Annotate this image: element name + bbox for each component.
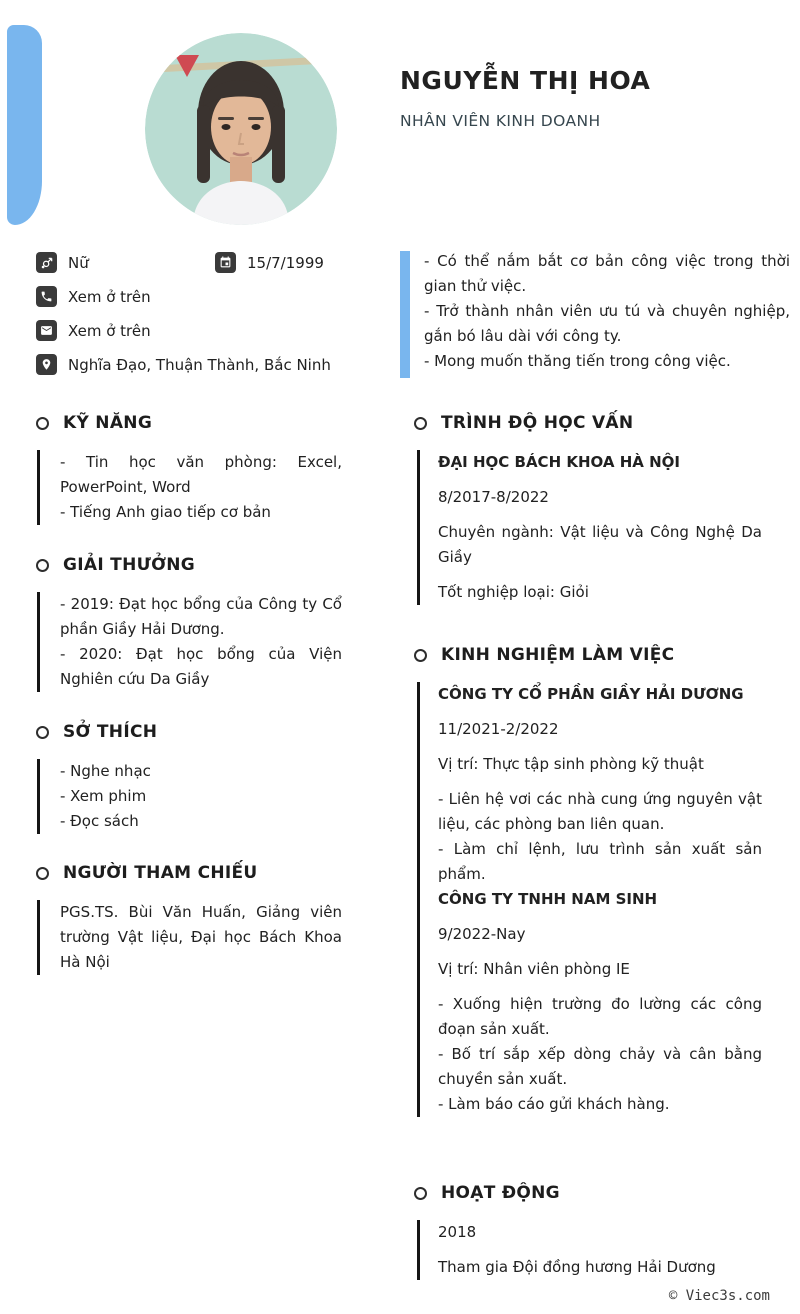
career-objective — [424, 249, 790, 374]
section-title: SỞ THÍCH — [63, 722, 158, 742]
objective-line: - Mong muốn thăng tiến trong công việc. — [424, 352, 731, 370]
contact-info — [36, 252, 388, 388]
job-duty: - Xuống hiện trường đo lường các công đoạn sản xuất. — [438, 995, 762, 1038]
ring-icon — [36, 559, 49, 572]
education-major: Chuyên ngành: Vật liệu và Công Nghệ Da Giầy — [438, 523, 762, 566]
section-title: GIẢI THƯỞNG — [63, 555, 196, 575]
section-references-body — [37, 900, 342, 975]
contact-row-gender-birthdate — [36, 252, 388, 273]
section-hobbies-header — [32, 719, 342, 745]
contact-row-email — [36, 320, 388, 341]
award-item: - 2020: Đạt học bổng của Viện Nghiên cứu Da Giầy — [60, 645, 342, 688]
birthdate-value: 15/7/1999 — [247, 253, 324, 272]
section-title: HOẠT ĐỘNG — [441, 1183, 560, 1203]
section-education-header — [410, 410, 762, 436]
hobby-item: - Nghe nhạc — [60, 762, 151, 780]
section-activities-header — [410, 1180, 762, 1206]
reference-item: PGS.TS. Bùi Văn Huấn, Giảng viên trường Vật liệu, Đại học Bách Khoa Hà Nội — [60, 903, 342, 971]
contact-row-address — [36, 354, 388, 375]
section-skills-header — [32, 410, 342, 436]
education-grade: Tốt nghiệp loại: Giỏi — [438, 583, 589, 601]
section-title: NGƯỜI THAM CHIẾU — [63, 863, 258, 883]
profile-photo — [145, 33, 337, 225]
section-education — [410, 410, 762, 605]
activity-detail: Tham gia Đội đồng hương Hải Dương — [438, 1258, 716, 1276]
section-title: KINH NGHIỆM LÀM VIỆC — [441, 645, 675, 665]
section-hobbies — [32, 719, 342, 834]
section-skills — [32, 410, 342, 525]
education-period: 8/2017-8/2022 — [438, 488, 549, 506]
ring-icon — [36, 867, 49, 880]
section-experience-body — [417, 682, 762, 1117]
job-duty: - Làm báo cáo gửi khách hàng. — [438, 1095, 670, 1113]
phone-value: Xem ở trên — [68, 287, 151, 306]
school-name: ĐẠI HỌC BÁCH KHOA HÀ NỘI — [438, 453, 680, 471]
section-education-body — [417, 450, 762, 605]
company-name: CÔNG TY TNHH NAM SINH — [438, 890, 658, 908]
section-title: KỸ NĂNG — [63, 413, 153, 433]
ring-icon — [36, 726, 49, 739]
section-references-header — [32, 860, 342, 886]
award-item: - 2019: Đạt học bổng của Công ty Cổ phần Giầy Hải Dương. — [60, 595, 342, 638]
ring-icon — [414, 649, 427, 662]
objective-accent-bar — [400, 251, 410, 378]
hobby-item: - Xem phim — [60, 787, 147, 805]
ring-icon — [414, 1187, 427, 1200]
phone-icon — [36, 286, 57, 307]
ring-icon — [36, 417, 49, 430]
job-title: NHÂN VIÊN KINH DOANH — [400, 112, 601, 130]
section-awards-header — [32, 552, 342, 578]
skill-item: - Tin học văn phòng: Excel, PowerPoint, Word — [60, 453, 342, 496]
section-awards-body — [37, 592, 342, 692]
email-value: Xem ở trên — [68, 321, 151, 340]
address-value: Nghĩa Đạo, Thuận Thành, Bắc Ninh — [68, 355, 331, 374]
job-duty: - Bố trí sắp xếp dòng chảy và cân bằng chuyền sản xuất. — [438, 1045, 762, 1088]
section-hobbies-body — [37, 759, 342, 834]
gender-value: Nữ — [68, 253, 89, 272]
contact-row-phone — [36, 286, 388, 307]
section-title: TRÌNH ĐỘ HỌC VẤN — [441, 413, 634, 433]
section-awards — [32, 552, 342, 692]
company-name: CÔNG TY CỔ PHẦN GIẦY HẢI DƯƠNG — [438, 685, 744, 703]
footer-copyright: © Viec3s.com — [668, 1288, 770, 1304]
job-duty: - Liên hệ vơi các nhà cung ứng nguyên vật liệu, các phòng ban liên quan. — [438, 790, 762, 833]
section-experience-header — [410, 642, 762, 668]
email-icon — [36, 320, 57, 341]
section-experience — [410, 642, 762, 1117]
job-duty: - Làm chỉ lệnh, lưu trình sản xuất sản phẩm. — [438, 840, 762, 883]
job-position: Vị trí: Thực tập sinh phòng kỹ thuật — [438, 755, 704, 773]
birthdate-group — [215, 252, 324, 273]
candidate-name: NGUYỄN THỊ HOA — [400, 66, 651, 95]
skill-item: - Tiếng Anh giao tiếp cơ bản — [60, 503, 271, 521]
ring-icon — [414, 417, 427, 430]
profile-photo-illustration — [145, 33, 337, 225]
objective-line: - Có thể nắm bắt cơ bản công việc trong thời gian thử việc. — [424, 252, 790, 295]
objective-line: - Trở thành nhân viên ưu tú và chuyên nghiệp, gắn bó lâu dài với công ty. — [424, 302, 790, 345]
job-period: 9/2022-Nay — [438, 925, 526, 943]
section-activities-body — [417, 1220, 762, 1280]
location-icon — [36, 354, 57, 375]
gender-icon — [36, 252, 57, 273]
calendar-icon — [215, 252, 236, 273]
decorative-blue-shape — [7, 25, 42, 225]
job-period: 11/2021-2/2022 — [438, 720, 559, 738]
section-references — [32, 860, 342, 975]
activity-year: 2018 — [438, 1223, 477, 1241]
hobby-item: - Đọc sách — [60, 812, 139, 830]
section-activities — [410, 1180, 762, 1280]
job-position: Vị trí: Nhân viên phòng IE — [438, 960, 630, 978]
section-skills-body — [37, 450, 342, 525]
